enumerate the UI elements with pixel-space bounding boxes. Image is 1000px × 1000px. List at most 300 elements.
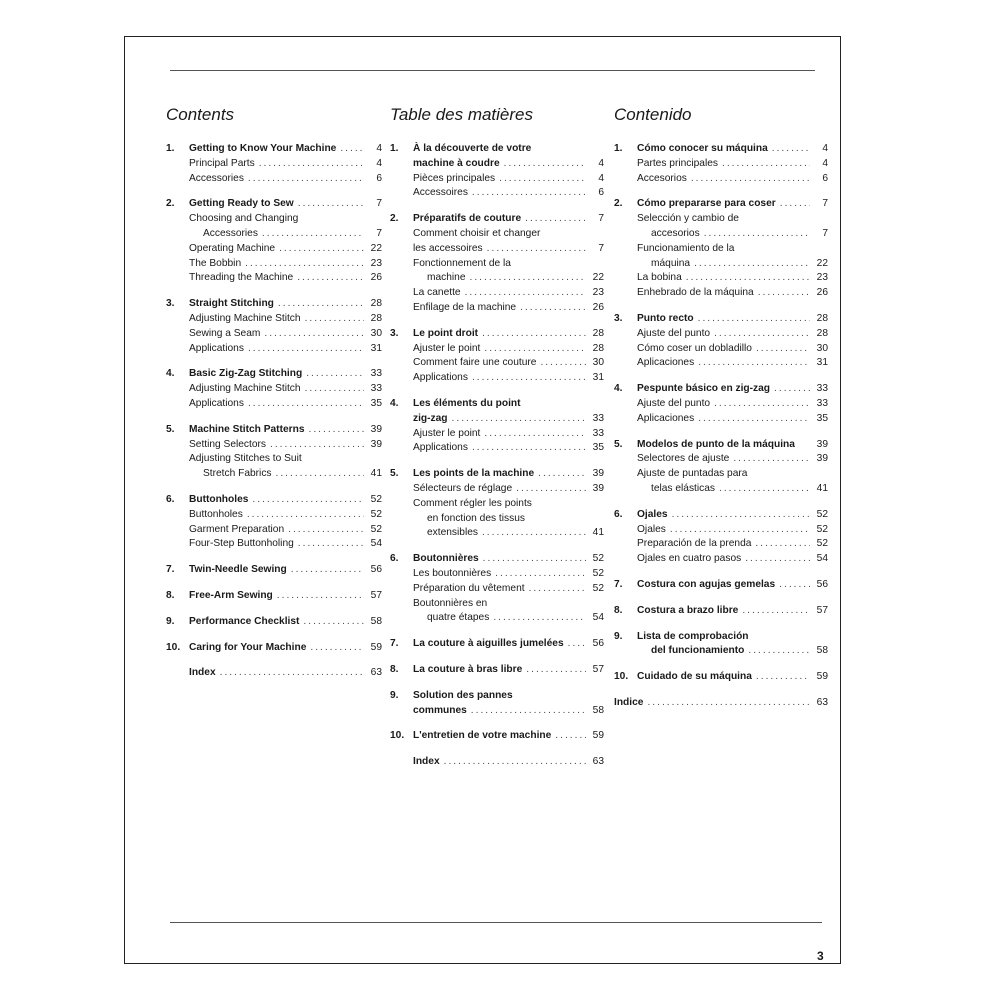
toc-entry-page: 33: [816, 397, 828, 409]
toc-entry[interactable]: [614, 242, 828, 257]
toc-entry-title: extensibles: [427, 527, 478, 539]
dot-leader: [245, 257, 364, 272]
dot-leader: [472, 186, 586, 201]
toc-entry[interactable]: [614, 271, 828, 286]
toc-entry[interactable]: [390, 212, 604, 227]
toc-entry-title: Ajuste del punto: [637, 327, 711, 339]
toc-entry-title: en fonction des tissus: [427, 512, 525, 524]
toc-entry-page: 23: [592, 287, 604, 299]
toc-entry[interactable]: [614, 212, 828, 227]
dot-leader: [303, 615, 364, 630]
contents-column-english: [166, 104, 382, 692]
toc-entry[interactable]: [166, 227, 382, 242]
toc-entry-page: 7: [598, 213, 604, 225]
toc-section: [390, 552, 604, 626]
toc-entry-title: The Bobbin: [189, 257, 242, 269]
dot-leader: [525, 212, 586, 227]
toc-entry-page: 30: [370, 327, 382, 339]
toc-entry[interactable]: [390, 257, 604, 272]
toc-entry-title: Sewing a Seam: [189, 327, 261, 339]
toc-section: [614, 312, 828, 371]
toc-section: [390, 689, 604, 719]
dot-leader: [472, 441, 586, 456]
toc-entry-title: Partes principales: [637, 157, 718, 169]
toc-entry-page: 39: [370, 438, 382, 450]
page-number: 3: [817, 949, 824, 963]
toc-entry-page: 23: [370, 257, 382, 269]
toc-entry[interactable]: [390, 157, 604, 172]
toc-entry-title: máquina: [651, 257, 691, 269]
toc-entry-page: 28: [816, 312, 828, 324]
dot-leader: [704, 227, 810, 242]
toc-section: [614, 508, 828, 567]
toc-entry-page: 57: [592, 663, 604, 675]
toc-entry[interactable]: [614, 604, 828, 619]
toc-section: [166, 641, 382, 656]
dot-leader: [555, 729, 586, 744]
toc-entry[interactable]: [390, 327, 604, 342]
toc-entry[interactable]: [390, 482, 604, 497]
toc-entry-page: 4: [376, 143, 382, 154]
toc-entry[interactable]: [390, 582, 604, 597]
dot-leader: [774, 382, 810, 397]
dot-leader: [772, 142, 810, 157]
toc-entry[interactable]: [390, 567, 604, 582]
toc-entry[interactable]: [166, 172, 382, 187]
toc-entry-title: Aplicaciones: [637, 357, 695, 369]
dot-leader: [670, 523, 810, 538]
toc-entry-page: 39: [816, 438, 828, 450]
dot-leader: [309, 423, 365, 438]
toc-entry-title: Indice: [614, 696, 644, 708]
column-heading: Table des matières: [390, 105, 534, 124]
toc-entry[interactable]: [166, 367, 382, 382]
dot-leader: [755, 537, 810, 552]
toc-entry-number: 9.: [614, 630, 623, 642]
toc-section: [166, 297, 382, 356]
dot-leader: [264, 327, 364, 342]
toc-entry-number: 8.: [614, 604, 623, 616]
toc-entry-page: 63: [816, 696, 828, 708]
toc-entry-title: quatre étapes: [427, 612, 490, 624]
dot-leader: [248, 172, 364, 187]
toc-entry-page: 54: [816, 553, 828, 565]
dot-leader: [252, 493, 364, 508]
toc-entry-title: Stretch Fabrics: [203, 468, 272, 480]
toc-entry[interactable]: [390, 597, 604, 612]
toc-entry-title: communes: [413, 704, 467, 716]
dot-leader: [298, 537, 364, 552]
dot-leader: [540, 356, 586, 371]
toc-entry-page: 6: [376, 172, 382, 184]
toc-entry[interactable]: [166, 508, 382, 523]
toc-entry-page: 4: [822, 157, 828, 169]
toc-entry[interactable]: [614, 142, 828, 157]
toc-entry-title: Aplicaciones: [637, 412, 695, 424]
toc-entry-title: Twin-Needle Sewing: [189, 564, 287, 576]
toc-entry[interactable]: [390, 611, 604, 626]
toc-entry[interactable]: [166, 257, 382, 272]
toc-entry-title: Selectores de ajuste: [637, 453, 730, 465]
toc-entry[interactable]: [614, 508, 828, 523]
toc-entry[interactable]: [166, 537, 382, 552]
toc-entry[interactable]: [390, 186, 604, 201]
toc-entry-title: Comment régler les points: [413, 497, 532, 509]
toc-entry[interactable]: [614, 382, 828, 397]
toc-entry[interactable]: [614, 197, 828, 212]
toc-entry[interactable]: [390, 441, 604, 456]
toc-entry-page: 28: [370, 312, 382, 324]
toc-entry[interactable]: [166, 438, 382, 453]
toc-entry-number: 6.: [166, 493, 175, 505]
dot-leader: [698, 412, 810, 427]
toc-entry[interactable]: [166, 563, 382, 578]
dot-leader: [471, 704, 586, 719]
toc-entry-page: 41: [592, 527, 604, 539]
dot-leader: [248, 397, 364, 412]
toc-entry-title: Setting Selectors: [189, 438, 267, 450]
toc-entry[interactable]: [390, 286, 604, 301]
toc-entry[interactable]: [614, 157, 828, 172]
toc-entry-title: Garment Preparation: [189, 523, 285, 535]
dot-leader: [482, 327, 586, 342]
toc-entry[interactable]: [390, 497, 604, 512]
dot-leader: [742, 604, 810, 619]
toc-entry-number: 4.: [614, 383, 623, 395]
toc-entry-number: 3.: [166, 298, 175, 310]
dot-leader: [714, 397, 810, 412]
toc-entry[interactable]: [166, 271, 382, 286]
dot-leader: [482, 526, 586, 541]
toc-entry[interactable]: [614, 438, 828, 453]
toc-entry-page: 52: [370, 508, 382, 520]
dot-leader: [444, 755, 586, 770]
toc-entry-page: 63: [592, 756, 604, 768]
dot-leader: [686, 271, 810, 286]
toc-entry-title: Cómo prepararse para coser: [637, 198, 776, 210]
dot-leader: [247, 508, 364, 523]
toc-entry-page: 33: [592, 412, 604, 424]
toc-entry-title: Enfilage de la machine: [413, 301, 517, 313]
toc-entry[interactable]: [166, 589, 382, 604]
toc-entry-title: Getting Ready to Sew: [189, 198, 294, 210]
dot-leader: [305, 312, 364, 327]
dot-leader: [270, 438, 364, 453]
toc-entry[interactable]: [614, 670, 828, 685]
toc-entry-title: Basic Zig-Zag Stitching: [189, 368, 303, 380]
toc-entry[interactable]: [390, 242, 604, 257]
toc-entry[interactable]: [390, 301, 604, 316]
toc-entry-page: 59: [592, 730, 604, 742]
toc-entry-number: 9.: [390, 689, 399, 701]
toc-entry[interactable]: [166, 297, 382, 312]
toc-entry[interactable]: [390, 427, 604, 442]
toc-entry[interactable]: [390, 552, 604, 567]
toc-entry[interactable]: [390, 637, 604, 652]
toc-entry-page: 39: [592, 468, 604, 480]
toc-entry[interactable]: [166, 397, 382, 412]
toc-entry[interactable]: [166, 312, 382, 327]
toc-entry[interactable]: [614, 356, 828, 371]
toc-entry-page: 58: [816, 645, 828, 657]
toc-section: [166, 615, 382, 630]
toc-entry[interactable]: [166, 197, 382, 212]
toc-entry[interactable]: [614, 412, 828, 427]
toc-entry-title: Four-Step Buttonholing: [189, 538, 294, 550]
toc-entry[interactable]: [166, 452, 382, 467]
toc-entry-title: Les boutonnières: [413, 567, 492, 579]
toc-section: [614, 670, 828, 685]
toc-section: [166, 423, 382, 482]
toc-entry[interactable]: [390, 227, 604, 242]
toc-entry[interactable]: [614, 482, 828, 497]
toc-entry[interactable]: [166, 157, 382, 172]
toc-entry[interactable]: [390, 755, 604, 770]
toc-entry[interactable]: [614, 696, 828, 711]
toc-section: [390, 327, 604, 386]
dot-leader: [452, 412, 586, 427]
toc-entry-title: Punto recto: [637, 312, 694, 324]
toc-entry[interactable]: [166, 342, 382, 357]
toc-entry[interactable]: [614, 342, 828, 357]
dot-leader: [691, 172, 810, 187]
toc-entry-title: Getting to Know Your Machine: [189, 143, 337, 154]
toc-entry-title: del funcionamiento: [651, 645, 745, 657]
toc-entry[interactable]: [390, 526, 604, 541]
toc-entry-title: Choosing and Changing: [189, 213, 299, 225]
toc-entry[interactable]: [166, 382, 382, 397]
dot-leader: [780, 197, 810, 212]
dot-leader: [745, 552, 810, 567]
toc-entry-title: Applications: [189, 342, 244, 354]
toc-section: [614, 382, 828, 426]
dot-leader: [305, 382, 364, 397]
toc-entry-title: Costura con agujas gemelas: [637, 578, 776, 590]
bottom-rule: [170, 922, 822, 923]
toc-entry[interactable]: [614, 552, 828, 567]
toc-entry-title: Boutonnières en: [413, 597, 488, 609]
toc-entry[interactable]: [390, 342, 604, 357]
toc-entry-title: Comment faire une couture: [413, 357, 537, 369]
toc-entry[interactable]: [166, 142, 382, 157]
toc-section: [390, 755, 604, 770]
toc-entry[interactable]: [390, 663, 604, 678]
toc-entry-title: Costura a brazo libre: [637, 604, 739, 616]
toc-entry-title: Ajuste del punto: [637, 397, 711, 409]
toc-entry-title: Préparation du vêtement: [413, 582, 525, 594]
toc-entry-number: 3.: [390, 327, 399, 339]
toc-entry[interactable]: [390, 467, 604, 482]
toc-entry-title: Funcionamiento de la: [637, 242, 735, 254]
toc-entry-page: 54: [370, 538, 382, 550]
toc-entry-number: 4.: [166, 368, 175, 380]
toc-entry-page: 4: [376, 157, 382, 169]
toc-entry-title: Pièces principales: [413, 172, 496, 184]
dot-leader: [220, 666, 364, 681]
toc-entry-title: Boutonnières: [413, 553, 479, 565]
toc-entry[interactable]: [390, 397, 604, 412]
toc-entry-title: Applications: [413, 442, 468, 454]
toc-entry[interactable]: [166, 327, 382, 342]
toc-entry-title: Les points de la machine: [413, 468, 535, 480]
toc-entry-page: 31: [816, 357, 828, 369]
toc-section: [614, 438, 828, 497]
toc-entry-page: 33: [592, 427, 604, 439]
toc-entry[interactable]: [614, 172, 828, 187]
dot-leader: [568, 637, 586, 652]
dot-leader: [756, 670, 810, 685]
toc-entry-title: Ojales: [637, 508, 668, 520]
toc-entry[interactable]: [614, 257, 828, 272]
toc-entry[interactable]: [614, 523, 828, 538]
dot-leader: [306, 367, 364, 382]
dot-leader: [276, 467, 364, 482]
toc-entry-page: 4: [822, 143, 828, 154]
dot-leader: [504, 157, 586, 172]
toc-entry-title: Ojales: [637, 523, 666, 535]
toc-entry-title: Straight Stitching: [189, 298, 274, 310]
toc-entry-title: Préparatifs de couture: [413, 213, 522, 225]
toc-entry[interactable]: [390, 142, 604, 157]
toc-entry[interactable]: [390, 271, 604, 286]
toc-entry-page: 54: [592, 612, 604, 624]
toc-entry-title: Index: [189, 667, 216, 679]
toc-entry[interactable]: [614, 630, 828, 645]
dot-leader: [647, 696, 810, 711]
dot-leader: [279, 242, 364, 257]
toc-entry-page: 63: [370, 667, 382, 679]
toc-entry-title: Comment choisir et changer: [413, 227, 541, 239]
dot-leader: [484, 427, 586, 442]
toc-section: [390, 637, 604, 652]
toc-entry-title: Cómo conocer su máquina: [637, 143, 768, 154]
toc-entry-page: 57: [370, 589, 382, 601]
toc-entry-title: Performance Checklist: [189, 615, 300, 627]
toc-entry-page: 58: [592, 704, 604, 716]
toc-entry-title: Ajuster le point: [413, 342, 481, 354]
toc-entry[interactable]: [390, 729, 604, 744]
dot-leader: [756, 342, 810, 357]
toc-entry-title: Machine Stitch Patterns: [189, 423, 305, 435]
dot-leader: [310, 641, 364, 656]
toc-entry[interactable]: [166, 212, 382, 227]
toc-entry[interactable]: [390, 689, 604, 704]
toc-entry-title: zig-zag: [413, 412, 448, 424]
toc-entry[interactable]: [390, 704, 604, 719]
toc-entry-title: La canette: [413, 287, 461, 299]
toc-entry-number: 7.: [614, 578, 623, 590]
toc-entry-title: Enhebrado de la máquina: [637, 287, 754, 299]
dot-leader: [487, 242, 586, 257]
toc-section: [614, 604, 828, 619]
toc-entry-title: Operating Machine: [189, 242, 276, 254]
toc-section: [166, 142, 382, 186]
toc-entry-number: 8.: [166, 589, 175, 601]
contents-column-french: [390, 104, 604, 781]
column-heading: Contents: [166, 105, 235, 124]
toc-entry[interactable]: [614, 537, 828, 552]
toc-entry[interactable]: [614, 312, 828, 327]
toc-entry-page: 26: [592, 301, 604, 313]
dot-leader: [297, 271, 364, 286]
toc-entry-title: Modelos de punto de la máquina: [637, 438, 795, 450]
toc-entry-title: Threading the Machine: [189, 272, 294, 284]
toc-entry-page: 52: [816, 508, 828, 520]
toc-entry[interactable]: [390, 371, 604, 386]
toc-entry[interactable]: [166, 523, 382, 538]
dot-leader: [719, 482, 810, 497]
toc-entry-number: 9.: [166, 615, 175, 627]
toc-entry-title: Accessoires: [413, 187, 468, 199]
dot-leader: [340, 142, 364, 157]
toc-entry-title: Fonctionnement de la: [413, 257, 511, 269]
toc-section: [614, 197, 828, 301]
toc-entry-page: 22: [370, 242, 382, 254]
toc-entry[interactable]: [166, 641, 382, 656]
toc-entry[interactable]: [390, 172, 604, 187]
toc-entry-title: L'entretien de votre machine: [413, 730, 552, 742]
dot-leader: [278, 297, 364, 312]
toc-entry-title: Adjusting Stitches to Suit: [189, 453, 302, 465]
toc-entry-number: 1.: [390, 143, 399, 154]
toc-entry[interactable]: [614, 327, 828, 342]
toc-entry-page: 22: [592, 272, 604, 284]
toc-entry[interactable]: [614, 467, 828, 482]
toc-entry-page: 57: [816, 604, 828, 616]
toc-section: [390, 467, 604, 541]
toc-entry-number: 5.: [166, 423, 175, 435]
dot-leader: [733, 452, 810, 467]
toc-entry-title: Selección y cambio de: [637, 213, 739, 225]
toc-entry[interactable]: [614, 644, 828, 659]
toc-entry-title: Ajuster le point: [413, 427, 481, 439]
toc-entry-title: Sélecteurs de réglage: [413, 482, 513, 494]
toc-section: [390, 212, 604, 316]
toc-entry-page: 41: [370, 468, 382, 480]
toc-entry[interactable]: [166, 242, 382, 257]
toc-entry-title: Cuidado de su máquina: [637, 671, 752, 683]
dot-leader: [694, 257, 810, 272]
toc-entry[interactable]: [614, 578, 828, 593]
toc-entry[interactable]: [390, 356, 604, 371]
dot-leader: [262, 227, 364, 242]
toc-entry-page: 6: [822, 172, 828, 184]
toc-entry-page: 41: [816, 482, 828, 494]
toc-entry[interactable]: [614, 397, 828, 412]
toc-entry-page: 4: [598, 157, 604, 169]
toc-entry-page: 52: [816, 523, 828, 535]
dot-leader: [277, 589, 364, 604]
toc-entry[interactable]: [614, 227, 828, 242]
toc-entry-page: 59: [816, 671, 828, 683]
dot-leader: [298, 197, 364, 212]
toc-entry[interactable]: [390, 412, 604, 427]
toc-entry[interactable]: [614, 286, 828, 301]
toc-entry[interactable]: [166, 467, 382, 482]
toc-entry-page: 33: [370, 383, 382, 395]
toc-entry[interactable]: [166, 615, 382, 630]
dot-leader: [758, 286, 810, 301]
top-rule: [170, 70, 815, 71]
toc-entry-page: 7: [822, 198, 828, 210]
toc-entry[interactable]: [390, 512, 604, 527]
toc-entry[interactable]: [166, 666, 382, 681]
toc-entry[interactable]: [166, 493, 382, 508]
toc-entry-title: Caring for Your Machine: [189, 641, 307, 653]
toc-entry[interactable]: [614, 452, 828, 467]
toc-entry-title: Free-Arm Sewing: [189, 589, 273, 601]
toc-entry[interactable]: [166, 423, 382, 438]
